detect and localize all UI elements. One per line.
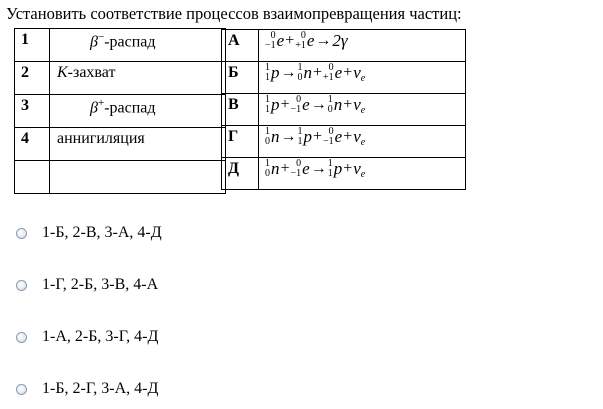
reaction-letter: Д [222,158,259,190]
radio-button[interactable] [16,384,27,395]
question-text: Установить соответствие процессов взаимопревращения частиц: [6,4,462,23]
process-row [15,62,226,95]
nuclide-numbers [328,95,333,115]
particle-symbol: ν [353,159,361,178]
process-prefix: K [57,64,68,81]
mass-number: 1 [265,158,270,169]
mass-number: 0 [328,126,334,137]
charge-number: 0 [327,104,333,115]
operator: → [280,128,297,145]
nuclide-numbers [265,127,270,147]
nuclide-numbers [323,63,334,83]
charge-number: −1 [290,168,302,179]
reaction-equation [259,126,466,158]
particle-symbol: e [302,159,310,178]
process-name [50,95,226,128]
mass-number: 1 [265,62,270,73]
mass-number: 1 [297,126,303,137]
reaction-equation [259,30,466,62]
mass-number: 0 [300,30,306,41]
operator: + [343,96,353,113]
reaction-row [222,30,466,62]
mass-number: 0 [296,158,302,169]
particle-symbol: ν [353,63,361,82]
nuclide-numbers [265,159,270,179]
particle-symbol: e [276,31,285,50]
option-label: 1-Б, 2-В, 3-А, 4-Д [42,224,162,241]
charge-number: 0 [297,72,303,83]
option-label: 1-А, 2-Б, 3-Г, 4-Д [42,328,159,345]
process-number: 2 [15,62,50,95]
radio-button[interactable] [16,332,27,343]
charge-number: −1 [323,136,334,147]
process-name [50,161,226,194]
particle-symbol: p [271,95,280,114]
particle-symbol: e [334,127,343,146]
charge-number: −1 [265,40,276,51]
charge-number: +1 [323,72,334,83]
mass-number: 1 [265,126,270,137]
process-greek: β [90,33,98,51]
particle-symbol: ν [353,95,361,114]
process-greek: β [90,99,98,117]
processes-table [14,28,226,194]
answer-option[interactable] [16,378,158,400]
mass-number: 1 [297,62,303,73]
mass-number: 0 [270,30,276,41]
mass-number: 1 [327,94,333,105]
process-row [15,29,226,62]
reaction-letter: Г [222,126,259,158]
answer-option[interactable] [16,222,162,244]
particle-symbol: n [271,127,280,146]
charge-number: 1 [297,136,303,147]
charge-number: 0 [265,168,270,179]
particle-symbol: e [302,95,310,114]
operator: + [313,64,323,81]
operator: → [310,160,327,177]
particle-symbol: p [333,159,343,178]
reactions-table [221,29,466,190]
process-label: аннигиляция [57,130,145,147]
reaction-letter: Б [222,62,259,94]
particle-symbol: p [271,63,280,82]
operator: + [343,128,353,145]
charge-number: +1 [295,40,306,51]
process-number: 4 [15,128,50,161]
radio-button[interactable] [16,228,27,239]
reaction-row [222,62,466,94]
process-number: 1 [15,29,50,62]
nuclide-numbers [265,63,270,83]
process-sup: + [97,97,105,109]
operator: + [343,64,353,81]
nuclide-numbers [265,95,270,115]
charge-number: −1 [290,104,302,115]
process-name [50,128,226,161]
particle-symbol: 2γ [332,31,348,50]
operator: + [343,160,353,177]
mass-number: 1 [265,94,270,105]
nuclide-numbers [298,63,303,83]
process-row [15,161,226,194]
reaction-row [222,158,466,190]
particle-symbol: e [306,31,315,50]
option-label: 1-Б, 2-Г, 3-А, 4-Д [42,380,159,397]
reaction-letter: А [222,30,259,62]
operator: + [313,128,323,145]
particle-symbol: n [303,63,312,82]
particle-subscript: e [360,136,366,148]
operator: + [280,96,290,113]
mass-number: 0 [328,62,334,73]
reaction-row [222,94,466,126]
process-label: -распад [104,99,156,117]
nuclide-numbers [295,31,306,51]
particle-symbol: ν [353,127,361,146]
particle-subscript: e [360,168,366,180]
nuclide-numbers [298,127,303,147]
reaction-letter: В [222,94,259,126]
reaction-equation [259,62,466,94]
nuclide-numbers [328,159,333,179]
operator: + [285,32,295,49]
particle-symbol: e [334,63,343,82]
option-label: 1-Г, 2-Б, 3-В, 4-А [42,276,159,293]
particle-subscript: e [360,104,366,116]
process-row [15,128,226,161]
particle-symbol: p [303,127,312,146]
operator: → [310,96,327,113]
operator: → [315,32,332,49]
radio-button[interactable] [16,280,27,291]
charge-number: 1 [265,72,270,83]
process-number [15,161,50,194]
particle-subscript: e [360,72,366,84]
answer-option[interactable] [16,326,158,348]
nuclide-numbers [265,31,276,51]
operator: → [280,64,297,81]
process-row [15,95,226,128]
reaction-equation [259,158,466,190]
charge-number: 0 [265,136,270,147]
nuclide-numbers [291,159,302,179]
charge-number: 1 [327,168,333,179]
process-label: -захват [67,64,116,81]
process-number: 3 [15,95,50,128]
particle-symbol: n [333,95,343,114]
mass-number: 0 [296,94,302,105]
process-name [50,29,226,62]
nuclide-numbers [323,127,334,147]
charge-number: 1 [265,104,270,115]
process-label: -распад [104,33,156,51]
operator: + [280,160,290,177]
mass-number: 1 [327,158,333,169]
process-name [50,62,226,95]
answer-option[interactable] [16,274,158,296]
reaction-equation [259,94,466,126]
nuclide-numbers [291,95,302,115]
particle-symbol: n [271,159,280,178]
process-sup: − [97,31,105,43]
reaction-row [222,126,466,158]
